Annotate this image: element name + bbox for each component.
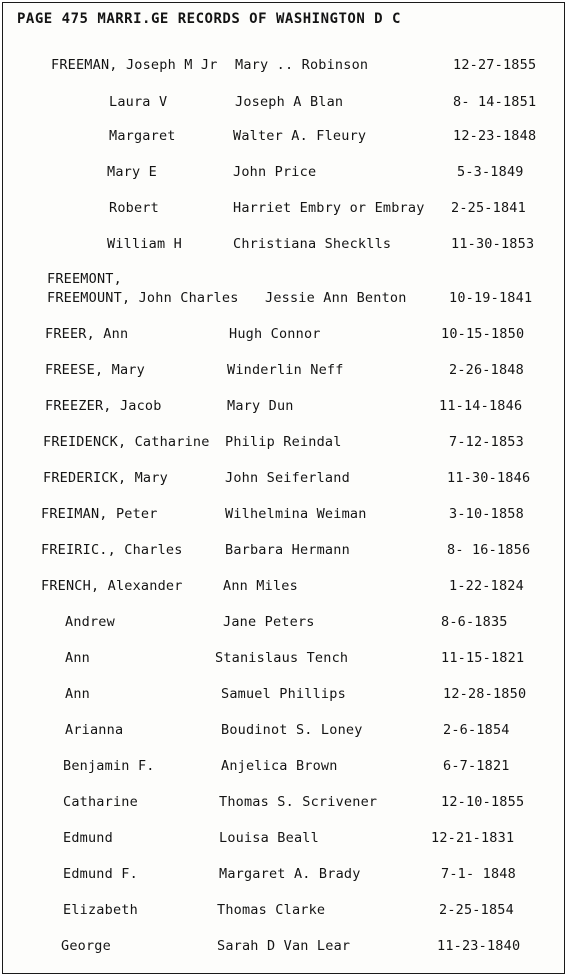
record-row [3, 127, 564, 151]
record-name: Elizabeth [63, 902, 138, 918]
record-spouse: Stanislaus Tench [215, 650, 349, 666]
record-spouse: John Price [233, 164, 317, 180]
record-date: 2-26-1848 [449, 362, 524, 378]
page-title: MARRI.GE RECORDS OF WASHINGTON D C [97, 11, 401, 27]
record-spouse: John Seiferland [225, 470, 350, 486]
record-date: 2-6-1854 [443, 722, 510, 738]
records-list [3, 3, 564, 973]
record-spouse: Harriet Embry or Embray [233, 200, 425, 216]
page-label: PAGE [17, 11, 53, 27]
record-name: Arianna [65, 722, 124, 738]
record-spouse: Boudinot S. Loney [221, 722, 363, 738]
record-row [3, 721, 564, 745]
record-row [3, 469, 564, 493]
record-name: FREESE, Mary [45, 362, 145, 378]
record-date: 12-21-1831 [431, 830, 515, 846]
record-spouse: Louisa Beall [219, 830, 319, 846]
record-name: Laura V [109, 94, 168, 110]
record-row [3, 865, 564, 889]
record-spouse: Mary .. Robinson [235, 57, 369, 73]
record-row [3, 199, 564, 223]
record-row [3, 93, 564, 117]
record-name: Mary E [107, 164, 157, 180]
record-row [3, 649, 564, 673]
record-row [3, 235, 564, 259]
record-name: George [61, 938, 111, 954]
record-date: 11-30-1853 [451, 236, 535, 252]
record-date: 7-12-1853 [449, 434, 524, 450]
record-name: FRENCH, Alexander [41, 578, 183, 594]
record-date: 7-1- 1848 [441, 866, 516, 882]
record-spouse: Philip Reindal [225, 434, 342, 450]
record-spouse: Thomas Clarke [217, 902, 326, 918]
record-name: FREEMAN, Joseph M Jr [51, 57, 218, 73]
record-row [3, 793, 564, 817]
record-name: Catharine [63, 794, 138, 810]
record-row [3, 829, 564, 853]
record-name: FREEZER, Jacob [45, 398, 162, 414]
record-row [3, 757, 564, 781]
record-date: 8-6-1835 [441, 614, 508, 630]
record-alt-name: FREEMONT, [47, 271, 122, 287]
record-name: FREIDENCK, Catharine [43, 434, 210, 450]
record-row [3, 361, 564, 385]
record-spouse: Winderlin Neff [227, 362, 344, 378]
record-name: FREIMAN, Peter [41, 506, 158, 522]
record-row [3, 541, 564, 565]
record-row [3, 685, 564, 709]
record-spouse: Ann Miles [223, 578, 298, 594]
record-row [3, 901, 564, 925]
record-date: 11-15-1821 [441, 650, 525, 666]
record-date: 11-14-1846 [439, 398, 523, 414]
record-row [3, 56, 564, 80]
record-date: 12-10-1855 [441, 794, 525, 810]
record-date: 6-7-1821 [443, 758, 510, 774]
record-spouse: Sarah D Van Lear [217, 938, 351, 954]
record-name: Ann [65, 686, 90, 702]
record-date: 2-25-1854 [439, 902, 514, 918]
record-name: FREIRIC., Charles [41, 542, 183, 558]
record-row [3, 433, 564, 457]
record-name: FREEMOUNT, John Charles [47, 290, 239, 306]
record-spouse: Hugh Connor [229, 326, 321, 342]
record-date: 11-23-1840 [437, 938, 521, 954]
record-spouse: Jane Peters [223, 614, 315, 630]
record-row [3, 325, 564, 349]
record-name: Ann [65, 650, 90, 666]
record-spouse: Anjelica Brown [221, 758, 338, 774]
record-row [3, 271, 564, 313]
record-date: 2-25-1841 [451, 200, 526, 216]
record-name: Edmund F. [63, 866, 138, 882]
record-spouse: Mary Dun [227, 398, 294, 414]
record-date: 12-23-1848 [453, 128, 537, 144]
record-spouse: Samuel Phillips [221, 686, 346, 702]
document-page [2, 2, 565, 974]
record-date: 10-15-1850 [441, 326, 525, 342]
record-name: FREDERICK, Mary [43, 470, 168, 486]
record-name: William H [107, 236, 182, 252]
record-name: Benjamin F. [63, 758, 155, 774]
record-date: 5-3-1849 [457, 164, 524, 180]
record-spouse: Thomas S. Scrivener [219, 794, 378, 810]
record-name: Robert [109, 200, 159, 216]
record-name: Andrew [65, 614, 115, 630]
record-date: 12-27-1855 [453, 57, 537, 73]
record-spouse: Wilhelmina Weiman [225, 506, 367, 522]
record-date: 8- 16-1856 [447, 542, 531, 558]
record-date: 11-30-1846 [447, 470, 531, 486]
record-row [3, 937, 564, 961]
record-spouse: Jessie Ann Benton [265, 290, 407, 306]
page-number: 475 [61, 11, 89, 27]
record-row [3, 505, 564, 529]
record-date: 8- 14-1851 [453, 94, 537, 110]
record-date: 1-22-1824 [449, 578, 524, 594]
record-row [3, 163, 564, 187]
record-spouse: Walter A. Fleury [233, 128, 367, 144]
record-spouse: Margaret A. Brady [219, 866, 361, 882]
record-spouse: Christiana Shecklls [233, 236, 392, 252]
record-date: 3-10-1858 [449, 506, 524, 522]
record-row [3, 577, 564, 601]
record-spouse: Joseph A Blan [235, 94, 344, 110]
record-spouse: Barbara Hermann [225, 542, 350, 558]
record-row [3, 397, 564, 421]
record-date: 12-28-1850 [443, 686, 527, 702]
record-name: FREER, Ann [45, 326, 129, 342]
record-name: Margaret [109, 128, 176, 144]
record-name: Edmund [63, 830, 113, 846]
record-row [3, 613, 564, 637]
record-date: 10-19-1841 [449, 290, 533, 306]
